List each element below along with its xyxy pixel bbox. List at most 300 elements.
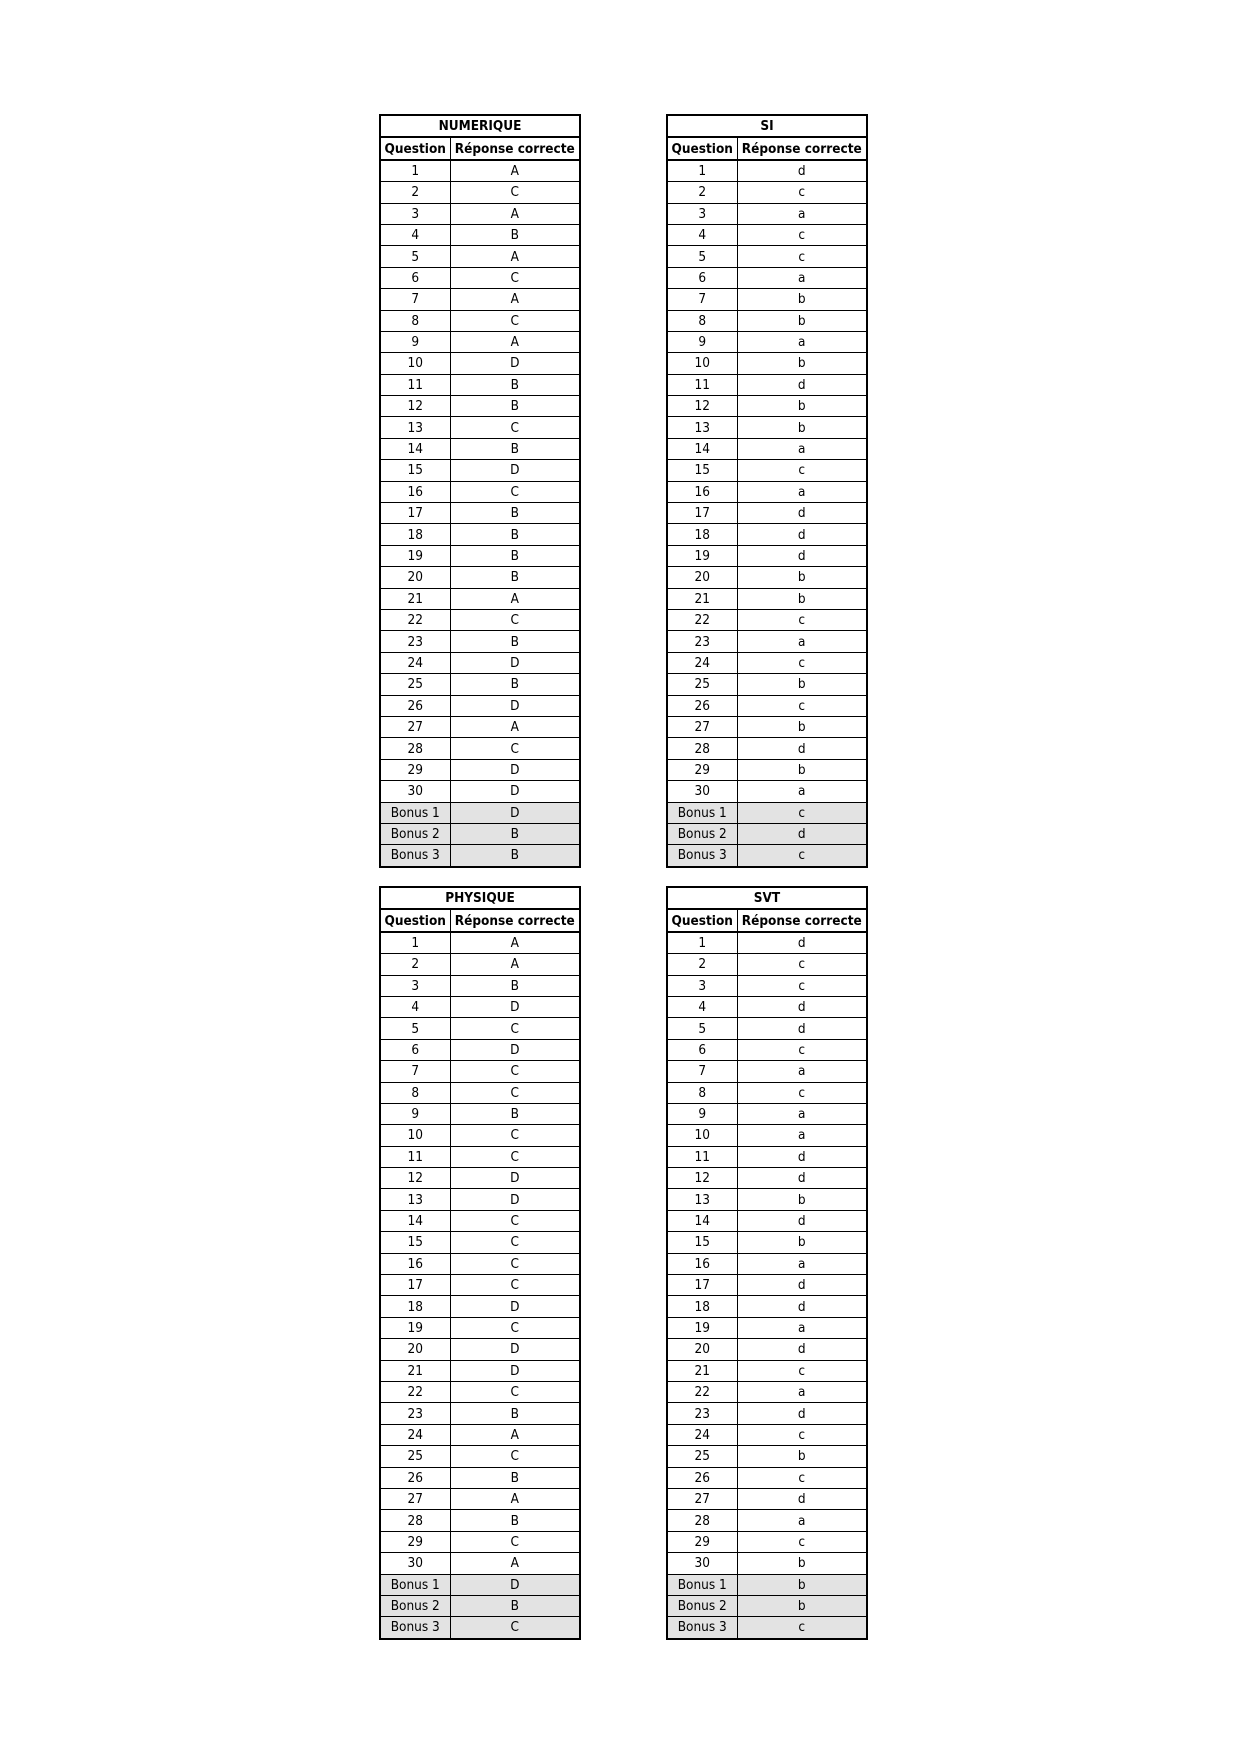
correct-answer: A bbox=[450, 289, 580, 310]
table-row bbox=[667, 1510, 867, 1531]
table-row bbox=[667, 1275, 867, 1296]
correct-answer: d bbox=[737, 1168, 867, 1189]
table-row bbox=[380, 1467, 580, 1488]
table-row bbox=[667, 1189, 867, 1210]
table-row bbox=[380, 716, 580, 737]
table-row bbox=[667, 396, 867, 417]
question-number: 10 bbox=[380, 1125, 450, 1146]
correct-answer: a bbox=[737, 1061, 867, 1082]
table-row bbox=[380, 374, 580, 395]
question-number: 28 bbox=[667, 1510, 737, 1531]
question-number: 1 bbox=[667, 160, 737, 182]
question-number: 2 bbox=[380, 954, 450, 975]
correct-answer: D bbox=[450, 802, 580, 823]
table-row bbox=[667, 738, 867, 759]
table-row bbox=[380, 1317, 580, 1338]
question-number: 21 bbox=[667, 1360, 737, 1381]
correct-answer: b bbox=[737, 759, 867, 780]
question-number: 22 bbox=[667, 609, 737, 630]
correct-answer: B bbox=[450, 1103, 580, 1124]
correct-answer: d bbox=[737, 1296, 867, 1317]
question-number: 21 bbox=[380, 588, 450, 609]
question-number: 9 bbox=[667, 331, 737, 352]
correct-answer: c bbox=[737, 975, 867, 996]
table-row bbox=[380, 481, 580, 502]
question-number: 6 bbox=[667, 267, 737, 288]
question-number: 3 bbox=[380, 975, 450, 996]
question-number: 5 bbox=[380, 1018, 450, 1039]
question-number: 29 bbox=[380, 1531, 450, 1552]
correct-answer: A bbox=[450, 588, 580, 609]
question-number: 6 bbox=[380, 1039, 450, 1060]
table-row bbox=[667, 1360, 867, 1381]
table-row bbox=[380, 1403, 580, 1424]
question-number: 18 bbox=[380, 524, 450, 545]
table-row bbox=[667, 716, 867, 737]
question-number: 8 bbox=[380, 1082, 450, 1103]
correct-answer: D bbox=[450, 1296, 580, 1317]
table-row bbox=[380, 160, 580, 182]
table-row bbox=[380, 674, 580, 695]
table-row bbox=[667, 1125, 867, 1146]
correct-answer: B bbox=[450, 975, 580, 996]
correct-answer: c bbox=[737, 954, 867, 975]
correct-answer: d bbox=[737, 160, 867, 182]
bonus-row bbox=[380, 802, 580, 823]
question-number: 13 bbox=[667, 417, 737, 438]
table-row bbox=[380, 524, 580, 545]
correct-answer: d bbox=[737, 1146, 867, 1167]
table-row bbox=[667, 1467, 867, 1488]
correct-answer: a bbox=[737, 1253, 867, 1274]
correct-answer: B bbox=[450, 1510, 580, 1531]
question-number: 3 bbox=[667, 203, 737, 224]
question-number: 9 bbox=[380, 1103, 450, 1124]
correct-answer: c bbox=[737, 695, 867, 716]
question-number: 27 bbox=[667, 716, 737, 737]
question-number: 13 bbox=[667, 1189, 737, 1210]
table-row bbox=[667, 567, 867, 588]
correct-answer: b bbox=[737, 1189, 867, 1210]
question-column-header: Question bbox=[380, 137, 450, 159]
correct-answer: C bbox=[450, 1125, 580, 1146]
question-number: 13 bbox=[380, 417, 450, 438]
correct-answer: A bbox=[450, 716, 580, 737]
question-number: 4 bbox=[380, 224, 450, 245]
table-row bbox=[380, 1018, 580, 1039]
table-row bbox=[667, 417, 867, 438]
correct-answer: b bbox=[737, 1446, 867, 1467]
bonus-row bbox=[667, 802, 867, 823]
correct-answer: D bbox=[450, 1189, 580, 1210]
answer-column-header: Réponse correcte bbox=[450, 137, 580, 159]
correct-answer: C bbox=[450, 1275, 580, 1296]
correct-answer: b bbox=[737, 1574, 867, 1595]
bonus-row bbox=[667, 1574, 867, 1595]
question-number: 20 bbox=[667, 1339, 737, 1360]
table-row bbox=[380, 289, 580, 310]
question-number: 13 bbox=[380, 1189, 450, 1210]
question-number: 8 bbox=[667, 310, 737, 331]
question-number: 8 bbox=[667, 1082, 737, 1103]
correct-answer: B bbox=[450, 1403, 580, 1424]
correct-answer: A bbox=[450, 954, 580, 975]
table-row bbox=[380, 438, 580, 459]
correct-answer: c bbox=[737, 1082, 867, 1103]
question-number: 17 bbox=[667, 503, 737, 524]
table-row bbox=[667, 310, 867, 331]
correct-answer: B bbox=[450, 524, 580, 545]
correct-answer: d bbox=[737, 1488, 867, 1509]
table-row bbox=[667, 674, 867, 695]
question-number: Bonus 3 bbox=[380, 845, 450, 867]
correct-answer: d bbox=[737, 1403, 867, 1424]
question-number: 20 bbox=[380, 1339, 450, 1360]
table-row bbox=[380, 738, 580, 759]
correct-answer: a bbox=[737, 1103, 867, 1124]
table-row bbox=[667, 374, 867, 395]
table-row bbox=[380, 1061, 580, 1082]
question-number: Bonus 3 bbox=[667, 845, 737, 867]
table-row bbox=[667, 1039, 867, 1060]
correct-answer: c bbox=[737, 845, 867, 867]
correct-answer: C bbox=[450, 1082, 580, 1103]
question-number: 2 bbox=[667, 954, 737, 975]
correct-answer: c bbox=[737, 1360, 867, 1381]
correct-answer: C bbox=[450, 182, 580, 203]
table-row bbox=[667, 267, 867, 288]
table-row bbox=[667, 1403, 867, 1424]
table-row bbox=[667, 759, 867, 780]
correct-answer: b bbox=[737, 567, 867, 588]
question-number: 19 bbox=[667, 1317, 737, 1338]
correct-answer: c bbox=[737, 460, 867, 481]
question-number: 28 bbox=[667, 738, 737, 759]
table-row bbox=[380, 1168, 580, 1189]
table-row bbox=[667, 996, 867, 1017]
table-row bbox=[667, 503, 867, 524]
correct-answer: a bbox=[737, 1317, 867, 1338]
correct-answer: d bbox=[737, 823, 867, 844]
correct-answer: C bbox=[450, 1617, 580, 1639]
question-number: 3 bbox=[380, 203, 450, 224]
correct-answer: d bbox=[737, 1210, 867, 1231]
question-number: 21 bbox=[667, 588, 737, 609]
correct-answer: A bbox=[450, 1424, 580, 1445]
question-number: 30 bbox=[380, 1553, 450, 1574]
correct-answer: b bbox=[737, 716, 867, 737]
question-number: 18 bbox=[667, 524, 737, 545]
question-number: 3 bbox=[667, 975, 737, 996]
question-number: 24 bbox=[667, 1424, 737, 1445]
correct-answer: C bbox=[450, 1061, 580, 1082]
correct-answer: b bbox=[737, 353, 867, 374]
table-row bbox=[380, 1039, 580, 1060]
table-title: SVT bbox=[667, 887, 867, 909]
question-number: 8 bbox=[380, 310, 450, 331]
correct-answer: D bbox=[450, 460, 580, 481]
bonus-row bbox=[380, 1574, 580, 1595]
table-row bbox=[380, 182, 580, 203]
correct-answer: C bbox=[450, 1210, 580, 1231]
table-row bbox=[380, 1510, 580, 1531]
svt-answer-table bbox=[666, 886, 868, 1640]
table-row bbox=[380, 652, 580, 673]
question-number: 19 bbox=[380, 1317, 450, 1338]
table-row bbox=[380, 954, 580, 975]
table-row bbox=[380, 932, 580, 954]
correct-answer: B bbox=[450, 396, 580, 417]
table-row bbox=[380, 996, 580, 1017]
question-number: 12 bbox=[380, 396, 450, 417]
correct-answer: d bbox=[737, 1018, 867, 1039]
question-number: 6 bbox=[380, 267, 450, 288]
question-number: 25 bbox=[380, 1446, 450, 1467]
question-number: 22 bbox=[380, 609, 450, 630]
table-row bbox=[667, 1531, 867, 1552]
correct-answer: D bbox=[450, 781, 580, 802]
question-number: 11 bbox=[380, 374, 450, 395]
correct-answer: b bbox=[737, 289, 867, 310]
question-number: 23 bbox=[380, 1403, 450, 1424]
correct-answer: C bbox=[450, 1446, 580, 1467]
table-row bbox=[667, 1232, 867, 1253]
question-number: Bonus 2 bbox=[380, 1595, 450, 1616]
table-row bbox=[667, 652, 867, 673]
question-number: 15 bbox=[667, 1232, 737, 1253]
correct-answer: D bbox=[450, 353, 580, 374]
question-number: 16 bbox=[380, 481, 450, 502]
bonus-row bbox=[380, 823, 580, 844]
physique-answer-table bbox=[379, 886, 581, 1640]
correct-answer: d bbox=[737, 545, 867, 566]
question-number: 29 bbox=[667, 759, 737, 780]
correct-answer: D bbox=[450, 759, 580, 780]
question-number: 22 bbox=[380, 1381, 450, 1402]
question-number: Bonus 3 bbox=[667, 1617, 737, 1639]
correct-answer: b bbox=[737, 1595, 867, 1616]
table-row bbox=[667, 781, 867, 802]
question-number: 15 bbox=[380, 1232, 450, 1253]
table-row bbox=[380, 759, 580, 780]
correct-answer: c bbox=[737, 1467, 867, 1488]
question-number: Bonus 2 bbox=[667, 823, 737, 844]
bonus-row bbox=[667, 823, 867, 844]
correct-answer: B bbox=[450, 823, 580, 844]
table-row bbox=[667, 460, 867, 481]
table-row bbox=[667, 1103, 867, 1124]
correct-answer: a bbox=[737, 781, 867, 802]
correct-answer: b bbox=[737, 310, 867, 331]
question-number: 16 bbox=[380, 1253, 450, 1274]
table-row bbox=[380, 353, 580, 374]
correct-answer: B bbox=[450, 1467, 580, 1488]
question-number: 16 bbox=[667, 1253, 737, 1274]
table-row bbox=[380, 224, 580, 245]
correct-answer: C bbox=[450, 1317, 580, 1338]
table-row bbox=[380, 417, 580, 438]
question-number: 5 bbox=[380, 246, 450, 267]
correct-answer: C bbox=[450, 1146, 580, 1167]
correct-answer: A bbox=[450, 160, 580, 182]
question-number: Bonus 3 bbox=[380, 1617, 450, 1639]
question-column-header: Question bbox=[667, 909, 737, 931]
table-row bbox=[667, 1253, 867, 1274]
correct-answer: C bbox=[450, 267, 580, 288]
question-number: 26 bbox=[667, 695, 737, 716]
correct-answer: c bbox=[737, 1617, 867, 1639]
question-number: 14 bbox=[380, 438, 450, 459]
table-row bbox=[667, 609, 867, 630]
bonus-row bbox=[667, 845, 867, 867]
correct-answer: A bbox=[450, 203, 580, 224]
correct-answer: a bbox=[737, 631, 867, 652]
correct-answer: a bbox=[737, 267, 867, 288]
table-row bbox=[380, 695, 580, 716]
table-row bbox=[380, 1488, 580, 1509]
table-row bbox=[667, 1446, 867, 1467]
table-row bbox=[667, 481, 867, 502]
question-number: 9 bbox=[667, 1103, 737, 1124]
question-number: 9 bbox=[380, 331, 450, 352]
correct-answer: C bbox=[450, 1018, 580, 1039]
numerique-answer-table bbox=[379, 114, 581, 868]
correct-answer: C bbox=[450, 1531, 580, 1552]
correct-answer: C bbox=[450, 481, 580, 502]
correct-answer: D bbox=[450, 1574, 580, 1595]
question-number: Bonus 1 bbox=[380, 802, 450, 823]
question-number: 2 bbox=[380, 182, 450, 203]
bonus-row bbox=[667, 1617, 867, 1639]
table-row bbox=[380, 203, 580, 224]
table-row bbox=[667, 1146, 867, 1167]
table-row bbox=[380, 1446, 580, 1467]
table-row bbox=[667, 954, 867, 975]
table-row bbox=[667, 160, 867, 182]
table-row bbox=[667, 203, 867, 224]
question-number: 17 bbox=[667, 1275, 737, 1296]
correct-answer: c bbox=[737, 609, 867, 630]
correct-answer: a bbox=[737, 1125, 867, 1146]
table-row bbox=[380, 1125, 580, 1146]
table-row bbox=[380, 1210, 580, 1231]
correct-answer: a bbox=[737, 481, 867, 502]
correct-answer: a bbox=[737, 1381, 867, 1402]
question-number: 23 bbox=[667, 1403, 737, 1424]
table-title: SI bbox=[667, 115, 867, 137]
table-row bbox=[667, 1061, 867, 1082]
table-row bbox=[667, 246, 867, 267]
table-row bbox=[380, 781, 580, 802]
correct-answer: B bbox=[450, 224, 580, 245]
question-number: 14 bbox=[667, 438, 737, 459]
correct-answer: c bbox=[737, 652, 867, 673]
question-number: 26 bbox=[380, 695, 450, 716]
bonus-row bbox=[380, 845, 580, 867]
question-number: 24 bbox=[667, 652, 737, 673]
question-number: 10 bbox=[380, 353, 450, 374]
correct-answer: b bbox=[737, 1232, 867, 1253]
table-row bbox=[667, 182, 867, 203]
correct-answer: b bbox=[737, 417, 867, 438]
question-number: 23 bbox=[380, 631, 450, 652]
correct-answer: d bbox=[737, 996, 867, 1017]
question-number: 7 bbox=[667, 1061, 737, 1082]
table-row bbox=[667, 932, 867, 954]
table-row bbox=[667, 524, 867, 545]
question-number: 27 bbox=[380, 1488, 450, 1509]
answer-column-header: Réponse correcte bbox=[737, 137, 867, 159]
correct-answer: C bbox=[450, 609, 580, 630]
table-row bbox=[667, 975, 867, 996]
table-row bbox=[667, 331, 867, 352]
table-row bbox=[380, 1339, 580, 1360]
question-number: 12 bbox=[380, 1168, 450, 1189]
question-number: 5 bbox=[667, 1018, 737, 1039]
question-number: 20 bbox=[380, 567, 450, 588]
question-number: 26 bbox=[667, 1467, 737, 1488]
question-number: 25 bbox=[667, 674, 737, 695]
question-number: 14 bbox=[380, 1210, 450, 1231]
question-number: 30 bbox=[667, 1553, 737, 1574]
table-row bbox=[380, 1553, 580, 1574]
correct-answer: a bbox=[737, 203, 867, 224]
correct-answer: c bbox=[737, 1424, 867, 1445]
table-row bbox=[380, 1275, 580, 1296]
question-number: 1 bbox=[380, 160, 450, 182]
question-column-header: Question bbox=[667, 137, 737, 159]
correct-answer: B bbox=[450, 374, 580, 395]
correct-answer: A bbox=[450, 1488, 580, 1509]
table-row bbox=[380, 1381, 580, 1402]
table-row bbox=[380, 631, 580, 652]
table-row bbox=[667, 1424, 867, 1445]
correct-answer: A bbox=[450, 331, 580, 352]
correct-answer: b bbox=[737, 588, 867, 609]
table-row bbox=[667, 588, 867, 609]
correct-answer: c bbox=[737, 802, 867, 823]
correct-answer: B bbox=[450, 631, 580, 652]
table-row bbox=[667, 1168, 867, 1189]
correct-answer: b bbox=[737, 1553, 867, 1574]
bonus-row bbox=[667, 1595, 867, 1616]
question-number: 5 bbox=[667, 246, 737, 267]
question-number: 4 bbox=[380, 996, 450, 1017]
correct-answer: d bbox=[737, 503, 867, 524]
question-number: 18 bbox=[667, 1296, 737, 1317]
question-number: 11 bbox=[667, 374, 737, 395]
question-number: 4 bbox=[667, 996, 737, 1017]
table-row bbox=[667, 1381, 867, 1402]
answer-column-header: Réponse correcte bbox=[737, 909, 867, 931]
answer-column-header: Réponse correcte bbox=[450, 909, 580, 931]
question-number: 23 bbox=[667, 631, 737, 652]
table-row bbox=[380, 588, 580, 609]
question-number: 19 bbox=[380, 545, 450, 566]
question-number: 27 bbox=[667, 1488, 737, 1509]
question-number: 4 bbox=[667, 224, 737, 245]
question-number: 1 bbox=[667, 932, 737, 954]
question-number: 24 bbox=[380, 652, 450, 673]
question-number: 1 bbox=[380, 932, 450, 954]
question-number: 10 bbox=[667, 353, 737, 374]
question-number: 11 bbox=[380, 1146, 450, 1167]
question-number: 7 bbox=[380, 1061, 450, 1082]
bonus-row bbox=[380, 1617, 580, 1639]
question-number: 16 bbox=[667, 481, 737, 502]
question-number: Bonus 2 bbox=[380, 823, 450, 844]
correct-answer: d bbox=[737, 1339, 867, 1360]
